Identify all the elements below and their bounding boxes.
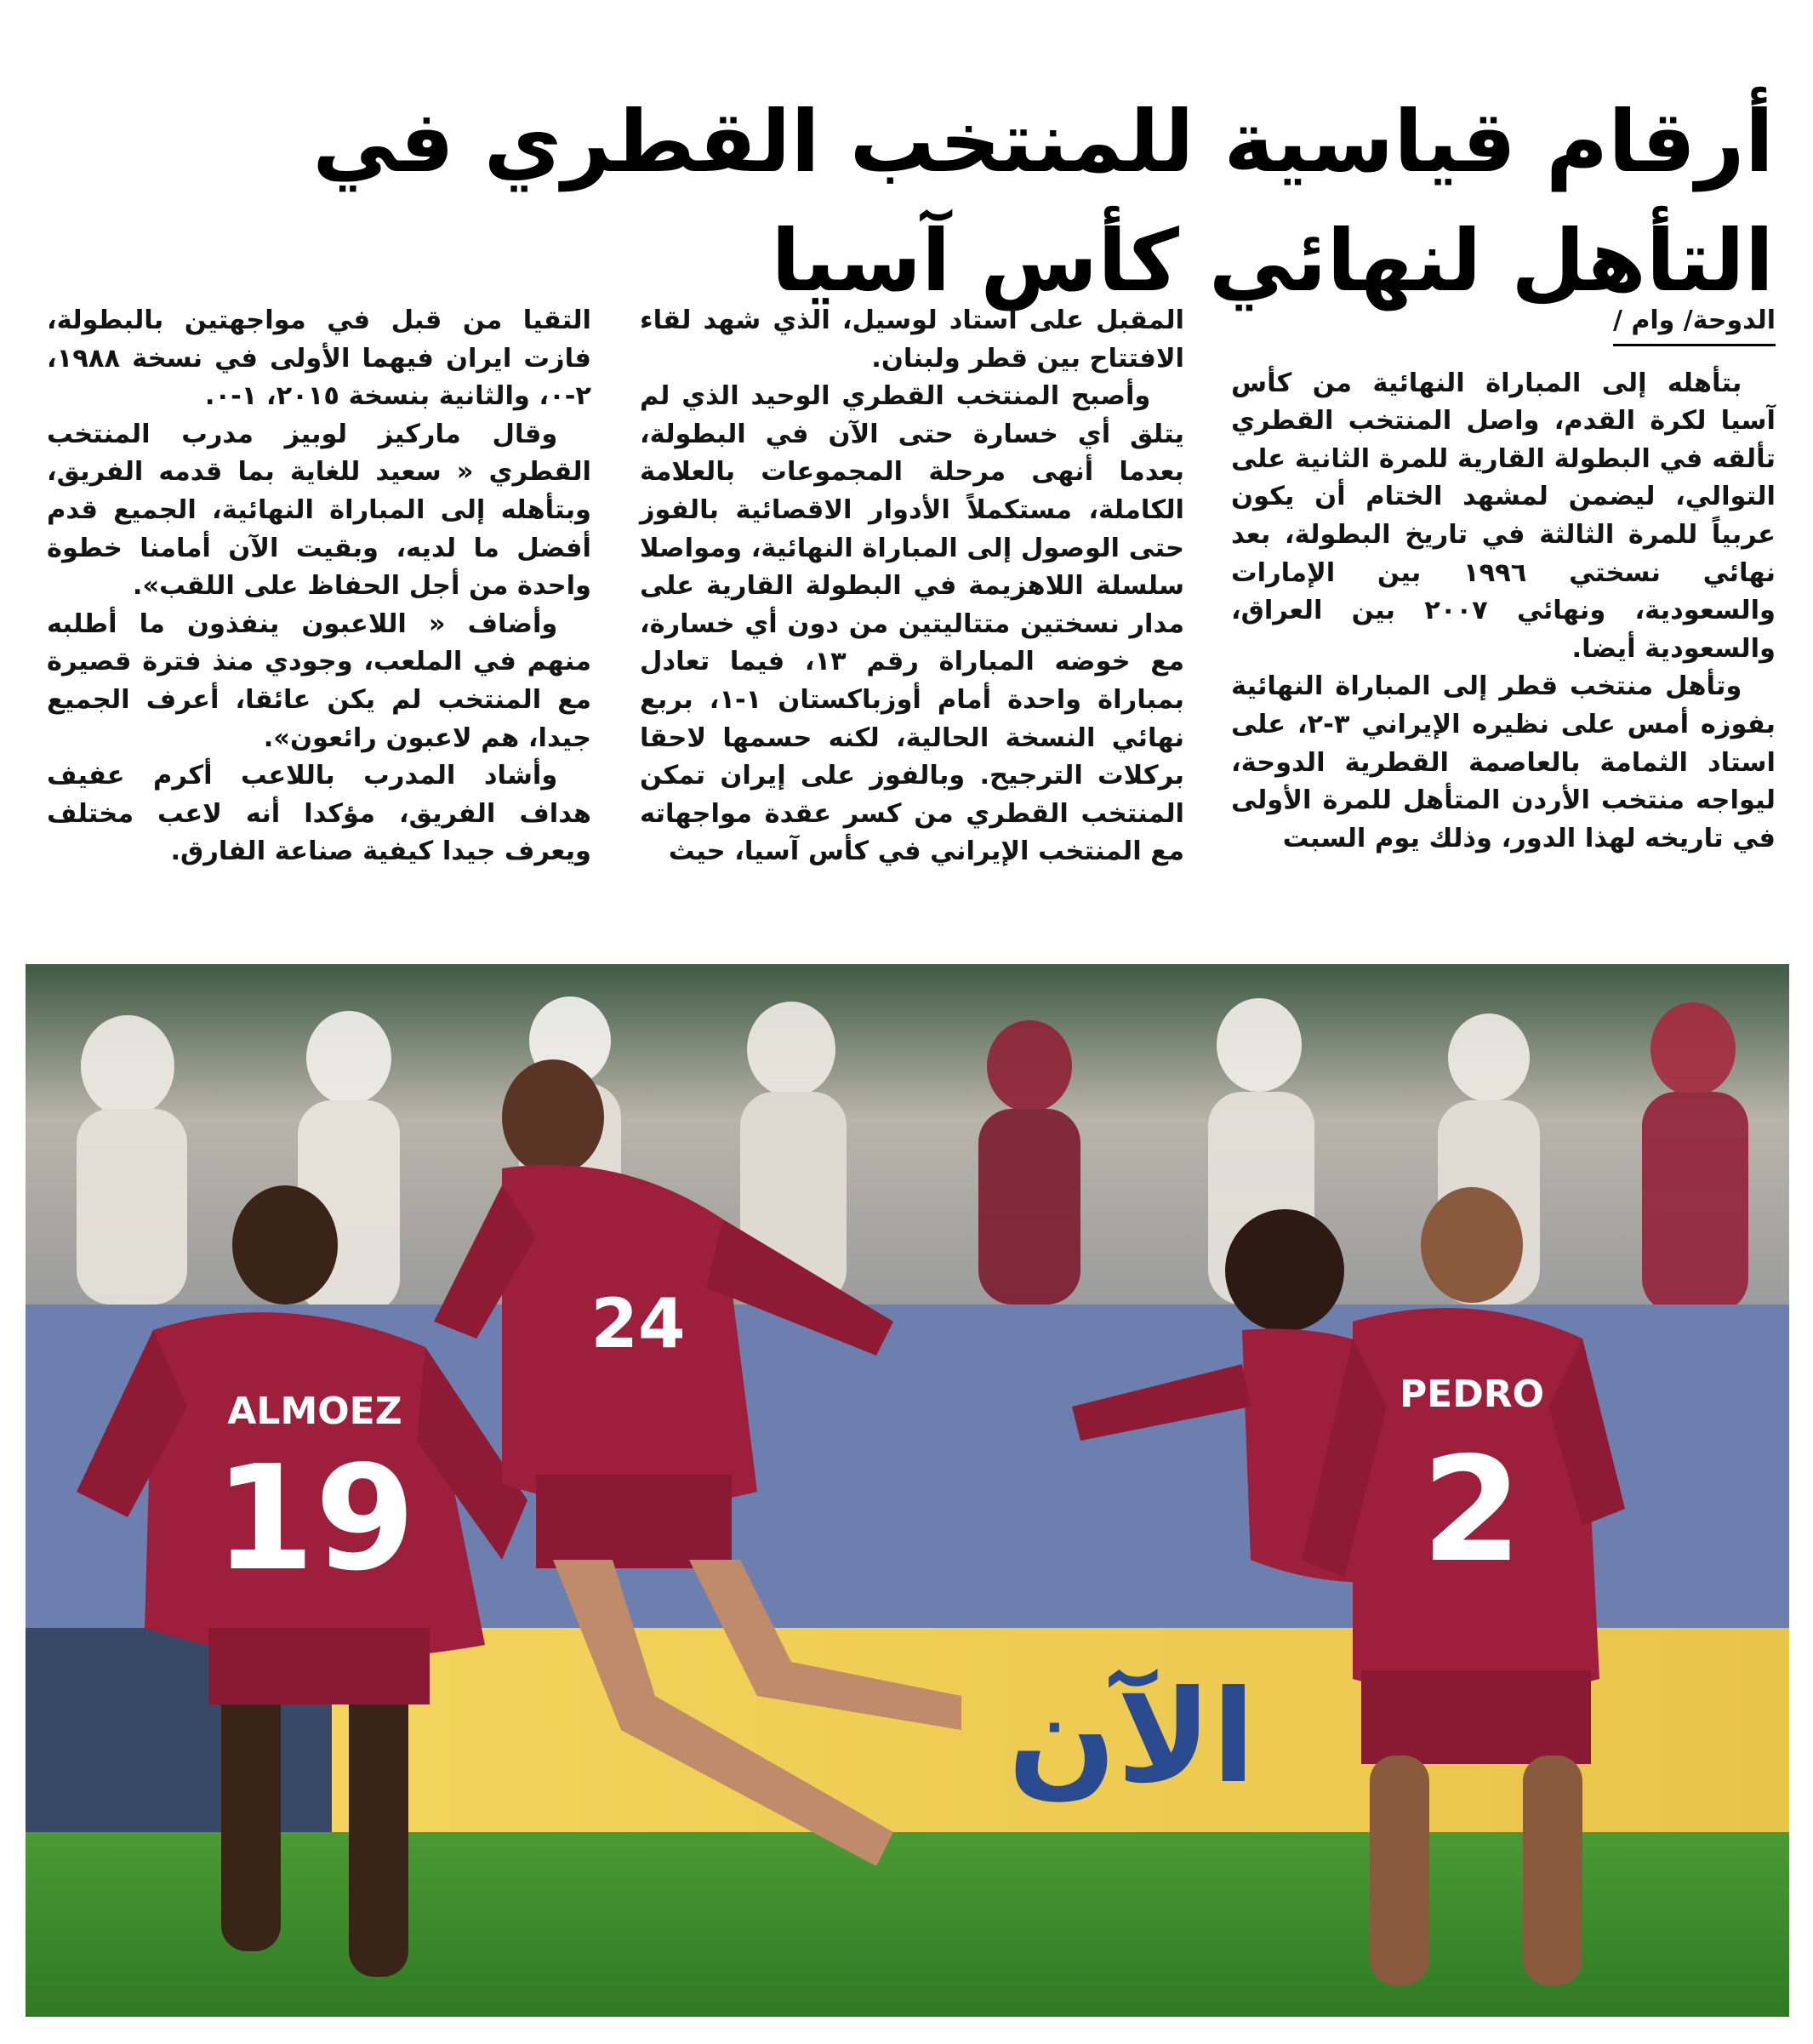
article-paragraph: وتأهل منتخب قطر إلى المباراة النهائية بفوزه أمس على نظيره الإيراني ٣-٢، على استاد الثمامة بالعاصمة القطرية الدوحة، ليواجه منتخب الأردن المتأهل للمرة الأولى في تاريخه لهذا الدور، وذلك يوم السبت <box>1231 671 1776 854</box>
article-paragraph: وأشاد المدرب باللاعب أكرم عفيف هداف الفريق، مؤكدا أنه لاعب مختلف ويعرف جيدا كيفية صناعة الفارق. <box>47 761 591 867</box>
article-paragraph: وأضاف « اللاعبون ينفذون ما أطلبه منهم في الملعب، وجودي منذ فترة قصيرة مع المنتخب لم يكن عائقا، أعرف الجميع جيدا، هم لاعبون رائعون». <box>47 608 591 753</box>
article-paragraph: وأصبح المنتخب القطري الوحيد الذي لم يتلق أي خسارة حتى الآن في البطولة، بعدما أنهى مرحلة المجموعات بالعلامة الكاملة، مستكملاً الأدوار الاقصائية بالفوز حتى الوصول إلى المباراة النهائية، ومواصلا سلسلة اللاهزيمة في البطولة القارية على مدار نسختين متتاليتين من دون أي خسارة، مع خوضه المباراة رقم ١٣، فيما تعادل بمباراة واحدة أمام أوزباكستان ١-١، بربع نهائي النسخة الحالية، لكنه حسمها لاحقا بركلات الترجيح. وبالفوز على إيران تمكن المنتخب القطري من كسر عقدة مواجهاته مع المنتخب الإيراني في كأس آسيا، حيث <box>640 381 1184 867</box>
jersey-number-2: 2 <box>1421 1426 1523 1595</box>
article-headline: أرقام قياسية للمنتخب القطري في التأهل لنهائي كأس آسيا <box>312 92 1774 311</box>
article-column-3 <box>47 302 591 871</box>
article-photo <box>26 964 1789 2017</box>
article-byline: الدوحة/ وام / <box>1613 302 1776 346</box>
jersey-number-24: 24 <box>590 1284 686 1363</box>
board-text: الآن <box>1007 1664 1256 1812</box>
article-paragraph: وقال ماركيز لوبيز مدرب المنتخب القطري « سعيد للغاية بما قدمه الفريق، وبتأهله إلى المباراة النهائية، الجميع قدم أفضل ما لديه، وبقيت الآن أمامنا خطوة واحدة من أجل الحفاظ على اللقب». <box>47 419 591 602</box>
article-column-1 <box>1231 302 1776 858</box>
celebration-photo <box>26 964 1789 2017</box>
jersey-name-pedro: PEDRO <box>1399 1373 1545 1416</box>
jersey-name-almoez: ALMOEZ <box>227 1390 402 1433</box>
jersey-number-19: 19 <box>214 1435 416 1603</box>
article-paragraph: التقيا من قبل في مواجهتين بالبطولة، فازت ايران فيهما الأولى في نسخة ١٩٨٨، ٢-٠، والثانية بنسخة ٢٠١٥، ١-٠. <box>47 305 591 412</box>
article-column-2 <box>640 302 1184 871</box>
article-paragraph: بتأهله إلى المباراة النهائية من كأس آسيا لكرة القدم، واصل المنتخب القطري تألقه في البطولة القارية للمرة الثانية على التوالي، ليضمن لمشهد الختام أن يكون عربياً للمرة الثالثة في تاريخ البطولة، بعد نهائي نسختي ١٩٩٦ بين الإمارات والسعودية، ونهائي ٢٠٠٧ بين العراق، والسعودية أيضا. <box>1231 368 1776 664</box>
article-paragraph: المقبل على استاد لوسيل، الذي شهد لقاء الافتتاح بين قطر ولبنان. <box>640 305 1184 374</box>
